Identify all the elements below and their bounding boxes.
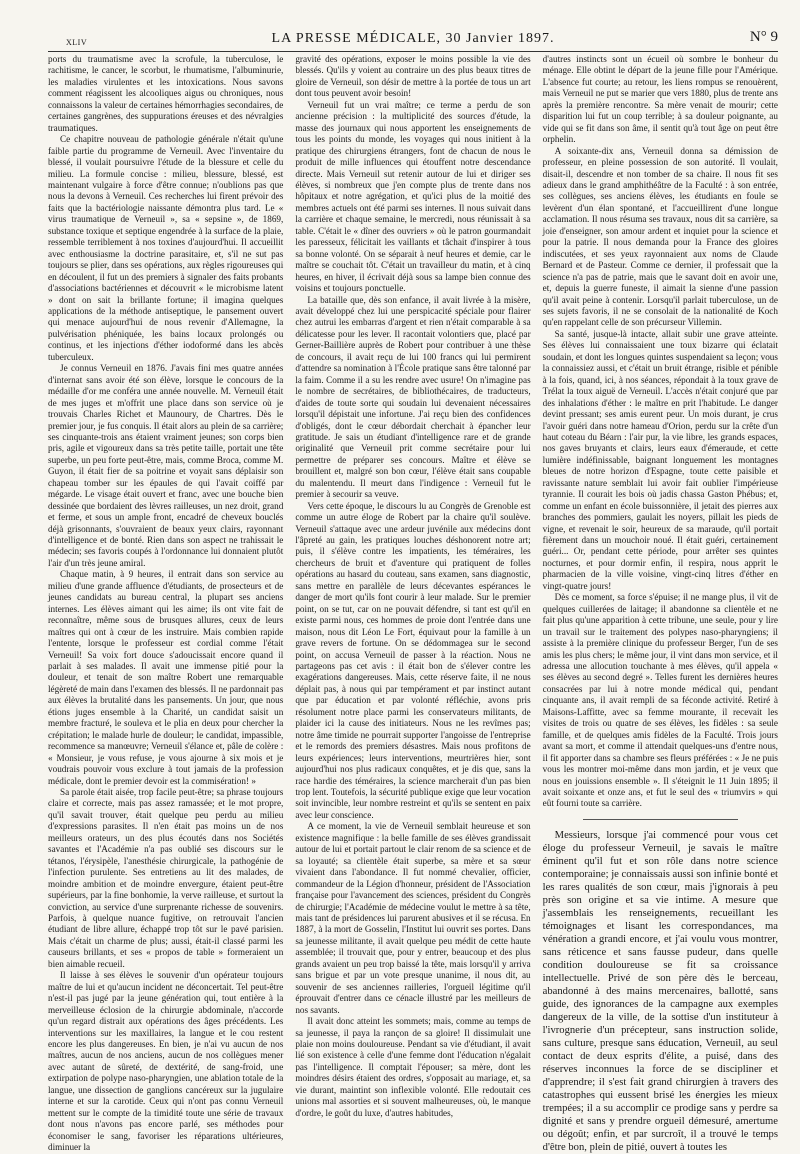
paragraph: ports du traumatisme avec la scrofule, la tuberculose, le rachitisme, le cancer, le scorbut, le rhumatisme, l'albuminurie, les maladies virulentes et les intoxications. Nous savons comment réagissent les alcooliques aigus ou chroniques, nous connaissons la valeur de certaines hémorrhagies secondaires, de certaines gangrènes, des suppurations éreuses et des névralgies traumatiques. [48, 54, 284, 133]
page-header [48, 14, 778, 52]
paragraph: Sa parole était aisée, trop facile peut-être; sa phrase toujours claire et correcte, mais pas assez ramassée; et le mot propre, qu'il savait trouver, était quelque peu perdu au milieu d'expressions parasites. Il n'en était pas moins un de nos meilleurs orateurs, un des plus écoutés dans nos Sociétés savantes et l'Académie n'a pas oublié ses discours sur le tétanos, l'érysipèle, l'anesthésie chirurgicale, la pathogénie de l'infection purulente. Ses entretiens au lit des malades, de moindre ambition et de moindre envergure, étaient peut-être supérieurs, par la fine bonhomie, la verve railleuse, et surtout la conviction, au service d'une surprenante richesse de souvenirs. Parfois, à quelque nuance fugitive, on retrouvait l'ancien étudiant de libre allure, échappé trop tôt sur le pavé parisien. Mais c'était un charme de plus; aussi, était-il classé parmi les causeurs brillants, et ses « propos de table » formeraient un bien aimable recueil. [48, 787, 284, 969]
paragraph: Il avait donc atteint les sommets; mais, comme au temps de sa jeunesse, il paya la rançon de sa gloire! Il dissimulait une plaie non moins douloureuse. Pendant sa vie d'étudiant, il avait lié son existence à celle d'une femme dont l'éducation n'égalait pas l'intelligence. Il comptait l'épouser; sa mère, dont les moindres désirs étaient des ordres, s'opposait au mariage, et, sa vie durant, maintint son inflexible volonté. Elle redoutait ces unions mal assorties et si souvent malheureuses, où, le manque d'ordre, le goût du luxe, d'autres habitudes, [295, 1016, 531, 1118]
column-2 [295, 54, 530, 1154]
column-1 [48, 54, 283, 1154]
article-columns [48, 54, 778, 1153]
paragraph: Verneuil fut un vrai maître; ce terme a perdu de son ancienne précision : la multiplicité des sources d'étude, la masse des journaux qui nous apportent les enseignements de tous les points du monde, les voyages qui nous initient à la pratique des chirurgiens étrangers, font de chacun de nous le produit de mille influences qui étouffent notre descendance directe. Mais Verneuil sut retenir autour de lui et diriger ses élèves, si nombreux que j'en compte plus de trente dans nos hôpitaux et notre agrégation, et qu'ici plus de la moitié des membres actuels ont été parmi ses internes. Il nous suivait dans la carrière et chaque semaine, le mercredi, nous réunissait à sa table. C'était le « dîner des ouvriers » où le patron gourmandait les paresseux, félicitait les vaillants et tâchait d'inspirer à tous sa bonne volonté. On se séparait à neuf heures et demie, car le maître se couchait tôt. C'était un travailleur du matin, et à cinq heures, en hiver, il écrivait déjà sous sa lampe bien connue des voisins et toujours ponctuelle. [295, 99, 531, 294]
paragraph: Vers cette époque, le discours lu au Congrès de Grenoble est comme un autre éloge de Robert par la chaire qu'il soulève. Verneuil s'attaque avec une ardeur juvénile aux médecins dont l'âpreté au gain, les pratiques louches déshonorent notre art; puis, il s'élève contre les impatients, les téméraires, les chercheurs de bruit et d'aventure qui pratiquent de folles opérations au hasard du couteau, sans examen, sans diagnostic, sans mettre en parallèle de leurs décevantes espérances le danger de mort qu'ils font courir à leur malade. Sur le premier point, on se tut, car on ne pouvait défendre, si tant est qu'il en existe parmi nous, ces hommes de proie dont l'entrée dans une maison, nous dit Léon Le Fort, équivaut pour la famille à un grave revers de fortune. On se dédommagea sur le second point, on accusa Verneuil de passer à la réaction. Nous ne partageons pas cet avis : il était bon de s'élever contre les exagérations dangereuses. Mais, cette réserve faite, il ne nous déplait pas, à nous qui par tempérament et par instinct autant que par éducation et par volonté réfléchie, avons pris résolument notre place parmi les conservateurs militants, de plaider ici la cause des initiateurs. Nous ne les revîmes pas; notre âme timide ne pourrait supporter l'angoisse de l'entreprise et le remords des premiers désastres. Mais nous profitons de leurs expériences; leurs interventions, meurtrières hier, sont aujourd'hui nos plus radicaux conquêtes, et je dis que, sans la race hardie des téméraires, la science marcherait d'un pas bien trop lent. Toutefois, la sécurité publique exige que leur vocation soit invincible, leur nombre restreint et qu'ils se sentent en paix avec leur conscience. [295, 500, 531, 820]
section-divider [583, 819, 738, 820]
speech-paragraph: Messieurs, lorsque j'ai commencé pour vous cet éloge du professeur Verneuil, je savais le maître éminent qu'il fut et son rôle dans notre science contemporaine; je connaissais aussi son infinie bonté et les rares qualités de son cœur, mais j'ignorais à peu près son origine et sa vie intime. A mesure que j'assemblais les renseignements, recueillant les témoignages et lisant les correspondances, ma vénération a grandi encore, et j'ai voulu vous montrer, sans réticence et sans fausse pudeur, dans quelle condition douloureuse se fit sa croissance intellectuelle. Privé de son père dès le berceau, abandonné à des mains mercenaires, ballotté, sans guide, des ignorances de la campagne aux exemples dangereux de la ville, de la sottise d'un instituteur à l'ivrognerie d'un précepteur, sans instruction solide, sans culture, presque sans éducation, Verneuil, au seul contact de deux esprits d'élite, a puisé, dans des réserves inconnues la force de se discipliner et d'apprendre; il s'est fait grand chirurgien à travers des catastrophes qui eussent brisé les énergies les mieux trempées; il a su accomplir ce prodige sans y perdre sa dignité et sans y prendre orgueil démesuré, amertume ou dégoût; enfin, et par surcroît, il a trouvé le temps d'être bon, plein de pitié, ouvert à toutes les [542, 829, 778, 1153]
journal-title: LA PRESSE MÉDICALE, 30 Janvier 1897. [271, 31, 555, 46]
paragraph: A ce moment, la vie de Verneuil semblait heureuse et son existence magnifique : la belle famille de ses élèves grandissait autour de lui et portait partout le clair renom de sa science et de sa loyauté; sa clientèle était superbe, sa mère et sa sœur vivaient dans l'abondance. Il fut nommé chevalier, officier, commandeur de la Légion d'honneur, président de l'Association française pour l'avancement des sciences, président du Congrès de chirurgie; l'Académie de médecine voulut le mettre à sa tête, mais tant de présidences lui parurent abusives et il se récusa. En 1887, à la mort de Gosselin, l'Institut lui ouvrit ses portes. Dans sa jeunesse militante, il avait quelque peu médit de cette haute assemblée; il trouvait que, pour y entrer, beaucoup et des plus grands avaient un peu trop baissé la tête, mais lorsqu'il y arriva sans brigue et par un vote presque unanime, il nous dit, au souvenir de ses anciennes railleries, l'orgueil légitime qu'il éprouvait d'entrer dans ce cénacle illustré par les meilleurs de nos savants. [295, 821, 531, 1015]
paragraph: A soixante-dix ans, Verneuil donna sa démission de professeur, en pleine possession de son autorité. Il voulait, disait-il, descendre et non tomber de sa chaire. Il nous fit ses adieux dans le grand amphithéâtre de la Faculté : à son entrée, ses collègues, ses anciens élèves, les étudiants en foule se levèrent d'un élan spontané, et l'accueillirent d'une longue acclamation. Il nous résuma ses travaux, nous dit sa carrière, sa joie d'enseigner, son amour ardent et inquiet pour la science et pour la patrie. Il nous demanda pour la France des gloires indiscutées, et ses yeux rayonnaient aux noms de Claude Bernard et de Pasteur. Comme ce dernier, il professait que la science n'a pas de patrie, mais que le savant doit en avoir une, et, depuis la guerre funeste, il aimait la sienne d'une passion qu'il avait peine à contenir. Lorsqu'il parlait tuberculose, un de ses sujets favoris, il ne se consolait de la nationalité de Koch qu'en rappelant celle de son précurseur Villemin. [542, 145, 778, 328]
paragraph: Ce chapitre nouveau de pathologie générale n'était qu'une faible partie du programme de Verneuil. Avec l'inventaire du blessé, il voulait poursuivre l'étude de la blessure et celle du milieu. La formule concise : milieu, blessure, blessé, est maintenant vulgaire à force d'être connue; n'oublions pas que nous la devons à Verneuil. Ces recherches lui firent prévoir des faits que la bactériologie naissante démontra plus tard. Le « virus traumatique de Verneuil », sa « sepsine », de 1869, substance toxique et septique engendrée à la surface de la plaie, ressemble terriblement à nos toxines d'aujourd'hui. Il accueillit avec enthousiasme la doctrine parasitaire, et, s'il ne sut pas toujours se plier, dans ses opérations, aux règles rigoureuses qui en découlent, il fut un des premiers à signaler des faits probants d'associations bactériennes et découvrit « le microbisme latent » dont on sait la brillante fortune; il imagina quelques applications de la méthode antiseptique, le pansement ouvert qui menace aujourd'hui de nous revenir d'Allemagne, la pulvérisation phéniquée, les bains locaux prolongés ou continus, et les injections d'éther iodoformé dans les abcès tuberculeux. [48, 134, 284, 362]
paragraph: d'autres instincts sont un écueil où sombre le bonheur du ménage. Elle obtint le départ de la jeune fille pour l'Amérique. L'absence fut courte; au retour, les liens rompus se renouèrent, mais Verneuil ne put se marier que vers 1880, plus de trente ans après la première rencontre. Sa mère venait de mourir; cette disparition lui fut un coup terrible; à sa douleur poignante, au vide qui se fit dans son âme, il sentit qu'à tout âge on peut être orphelin. [542, 54, 778, 145]
paragraph: Il laisse à ses élèves le souvenir d'un opérateur toujours maître de lui et qu'aucun incident ne déconcertait. Tel peut-être n'est-il pas jugé par la jeune génération qui, tout entière à la merveilleuse éclosion de la chirurgie abdominale, n'accorde qu'un regard distrait aux opérations des âges précédents. Les interventions sur les maxillaires, la langue et le cou restent encore les plus dangereuses. En bien, je n'ai vu aucun de nos maîtres, aucun de nos anciens, aucun de nos collègues mener avec autant de sûreté, de dextérité, de sang-froid, une extirpation de polype naso-pharyngien, une ablation totale de la langue, une dissection de ganglions cancéreux sur la jugulaire interne et sur la carotide. Ceux qui n'ont pas connu Verneuil mettent sur le compte de la timidité toute une série de travaux dont nous n'avons pas encore parlé, ses méthodes pour économiser le sang, favoriser les réparations ultérieures, diminuer la [48, 970, 284, 1153]
page-number: XLIV [66, 38, 88, 47]
paragraph: La bataille que, dès son enfance, il avait livrée à la misère, avait développé chez lui une perspicacité spéciale pour flairer chez autrui les embarras d'argent et rien n'était comparable à sa délicatesse pour les lever. Il racontait volontiers que, placé par Gerner-Baillière auprès de Robert pour contribuer à une thèse de concours, il avait reçu de lui 100 francs qui lui permirent d'attendre sa nomination à l'École pratique sans être talonné par la faim. Comme il a su les rendre avec usure! On n'imagine pas le nombre de secrétaires, de bibliothécaires, de traducteurs, d'aides de toute sorte qui soudain lui devenaient nécessaires lorsqu'il dépistait une infortune. J'ai reçu bien des confidences d'obligés, dont le cœur débordait cherchait à épancher leur gratitude. Je sais un étudiant d'intelligence rare et de grande originalité que Verneuil prit comme secrétaire pour lui permettre de préparer ses concours. Maître et élève se brouillent et, malgré son bon cœur, l'élève était sans coupable du malentendu. Il meurt dans l'indigence : Verneuil fut le premier à secourir sa veuve. [295, 294, 531, 500]
header-rule [48, 51, 778, 52]
paragraph: Chaque matin, à 9 heures, il entrait dans son service au milieu d'une grande affluence d'étudiants, de prosecteurs et de jeunes candidats au bureau central, la plupart ses anciens internes. Les élèves aimant qui les aime; ils ont vite fait de reconnaître, même sous de brusques allures, ceux de leurs maîtres qui ont à cœur de les instruire. Mais combien rapide l'entente, lorsque le professeur est cordial comme l'était Verneuil! Sa voix fort douce s'adoucissait encore quand il parlait à ses malades. Il avait une immense pitié pour la douleur, et tenait de son maître Robert une remarquable légèreté de main dans l'examen des blessés. Il ne pardonnait pas aux élèves la brutalité dans les pansements. Un jour, que nous étions juges ensemble à la Charité, un candidat saisit un membre fracturé, le souleva et le plia en deux pour chercher la crépitation; le malade hurle de douleur; le candidat, impassible, recommence sa manœuvre; Verneuil s'élance et, pâle de colère : « Monsieur, je vous refuse, je vous ajourne à six mois et je voudrais pouvoir vous exclure à tout jamais de la profession médicale, dont le premier devoir est la commisération! » [48, 569, 284, 786]
paragraph: gravité des opérations, exposer le moins possible la vie des blessés. Qu'ils y voient au contraire un des plus beaux titres de gloire de Verneuil, son désir de mettre à la portée de tous un art dont tous peuvent avoir besoin! [295, 54, 531, 99]
paragraph: Je connus Verneuil en 1876. J'avais fini mes quatre années d'internat sans avoir été son élève, lorsque le concours de la médaille d'or me conféra une année nouvelle. M. Verneuil était de mes juges et m'offrit une place dans son service où je trouvais Charles Richet et Maunoury, de Chartres. Dès le premier jour, je fus conquis. Il était alors au plein de sa carrière; ses cinquante-trois ans étaient vraiment jeunes; son corps bien pris, agile et vigoureux dans sa très petite taille, portait une tête superbe, un peu forte peut-être, mais, comme Broca, comme M. Guyon, il était fier de sa poitrine et voyait sans déplaisir son chapeau tomber sur les épaules de qui l'avait coiffé par mégarde. Le visage était ouvert et franc, avec une bouche bien dessinée que bordaient des lèvres railleuses, un nez droit, grand et ferme, et sous un ample front, encadré de cheveux bouclés déjà grisonnants, s'ouvraient de beaux yeux clairs, rayonnant d'intelligence et de bonté. Rien dans son aspect ne trahissait le médecin; ses favoris coupés à l'ordonnance lui donnaient plutôt l'air d'un très jeune amiral. [48, 363, 284, 568]
issue-number: N° 9 [749, 29, 778, 45]
paragraph: Dès ce moment, sa force s'épuise; il ne mange plus, il vit de quelques cuillerées de laitage; il abandonne sa clientèle et ne fait plus qu'une apparition à cette tribune, une seule, pour y lire un travail sur le traitement des polypes naso-pharyngiens; il assiste à la première clinique du professeur Berger, l'un de ses amis les plus chers; le même jour, il vint dans mon service, et il adressa une allocution touchante à mes élèves, qu'il appela « ses élèves au second degré ». Telles furent les dernières heures consacrées par lui à notre monde médical qui, pendant cinquante ans, il avait rempli de sa féconde activité. Retiré à Maisons-Laffitte, avec sa femme mourante, il recevait les visites de trois ou quatre de ses élèves, les fidèles : sa seule famille, et de quelques amis fidèles de la Faculté. Trois jours avant sa mort, et comme il attendait quelques-uns d'entre nous, il fit apporter dans sa chambre ses fleurs préférées : « Je ne puis vous les montrer moi-même dans mon jardin, et je veux que nous en jouissions ensemble ». Il s'éteignit le 11 Juin 1895; il avait soixante et onze ans, et fut le seul des « triumvirs » qui eût fourni toute sa carrière. [542, 592, 778, 809]
column-3 [543, 54, 778, 1154]
paragraph: Sa santé, jusque-là intacte, allait subir une grave atteinte. Ses élèves lui connaissaient une toux bizarre qui éclatait soudain, et dont les longues quintes suspendaient sa leçon; vous la connaissiez aussi, et c'était un bruit étrange, risible et pénible à la fois, quand, ici, à nos séances, répondait à la toux grave de Trélat la toux aiguë de Verneuil. L'accès n'était conjuré que par des inhalations d'éther : le maître en prit l'habitude. Le danger devint pressant; ses amis eurent peur. Un mois durant, je crus l'avoir guéri dans notre hameau d'Orion, perdu sur la crête d'un haut coteau du Béarn : l'air pur, la vie libre, les grands espaces, nos gaves bruyants et clairs, leurs eaux d'émeraude, et cette lumière indéfinissable, baignant longuement les montagnes bleues de notre horizon d'Espagne, toute cette paisible et ravissante nature semblait lui avoir fait oublier l'impérieuse tyrannie. Il courait les bois où jadis chassa Gaston Phébus; et, comme un enfant en école buissonnière, il jetait des pierres aux branches des pommiers, gaulait les noyers, pillait les pieds de vigne, et revenait le soir, heureux de sa maraude, qu'il portait fièrement dans un mouchoir noué. Il était guéri, certainement guéri... Or, pendant cette période, pour arrêter ses quintes nocturnes, et pour dormir enfin, il respira, nous apprit le pharmacien de la ville voisine, vingt-cinq litres d'éther en vingt-quatre jours! [542, 328, 778, 591]
